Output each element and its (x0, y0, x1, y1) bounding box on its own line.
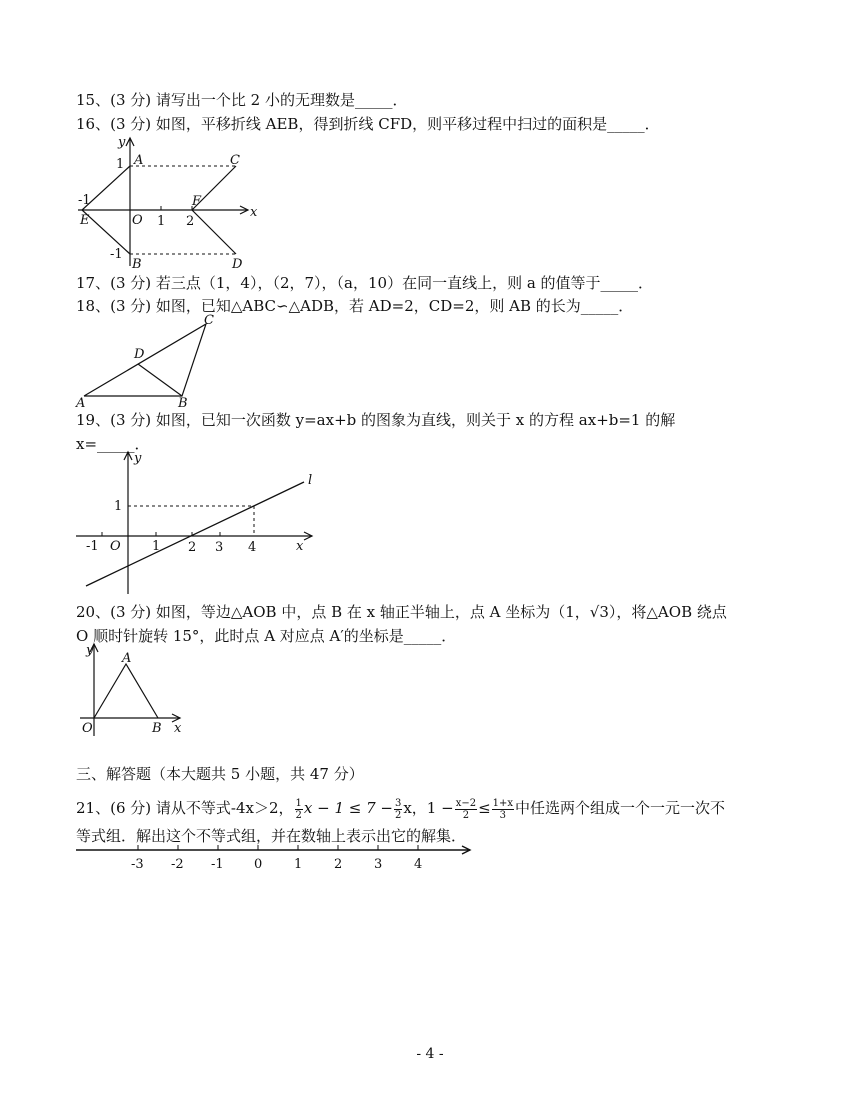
q21-ineq2-b: x，1 − (403, 799, 454, 817)
fig20-label-B: B (152, 721, 162, 736)
question-15: 15、(3 分) 请写出一个比 2 小的无理数是_____． (76, 91, 408, 109)
fig16-origin: O (132, 213, 143, 228)
fig16-x-label: x (250, 205, 258, 220)
fig19-origin: O (110, 539, 121, 554)
q21-frac-x2: $\frac{x-2}{2}$ (455, 797, 477, 821)
fig20-label-A: A (122, 651, 132, 666)
fig16-label-F: F (192, 194, 202, 209)
fig16-tick-1: 1 (116, 157, 125, 172)
section-3-heading: 三、解答题（本大题共 5 小题，共 47 分） (76, 765, 364, 783)
fig20-label-O: O (82, 721, 93, 736)
fig16-tick-neg1-x: -1 (78, 193, 91, 208)
fig16-label-E: E (80, 213, 90, 228)
question-21-line2: 等式组．解出这个不等式组，并在数轴上表示出它的解集． (76, 827, 467, 845)
numberline-label: -2 (171, 857, 184, 872)
fig19-tick-neg1: -1 (86, 539, 99, 554)
page-number: - 4 - (416, 1046, 444, 1062)
fig16-tick-x2: 2 (186, 214, 195, 229)
numberline-label: -1 (211, 857, 224, 872)
fig18-label-B: B (178, 396, 188, 408)
question-20-line2: O 顺时针旋转 15°，此时点 A 对应点 A′的坐标是_____． (76, 627, 457, 645)
fig19-tick-3: 3 (215, 540, 224, 555)
fig18-label-C: C (204, 313, 214, 328)
figure-18-triangles (72, 312, 222, 408)
numberline-label: 4 (414, 857, 423, 872)
numberline-label: 2 (334, 857, 343, 872)
fig19-tick-2: 2 (188, 540, 197, 555)
fig16-label-B: B (132, 257, 142, 270)
figure-20-equilateral-triangle (72, 640, 192, 740)
fig20-y-label: y (86, 643, 94, 658)
fig20-x-label: x (174, 721, 182, 736)
fig16-y-label: y (118, 135, 126, 150)
fig19-x-label: x (296, 539, 304, 554)
figure-19-linear-function (72, 446, 332, 596)
numberline-label: 0 (254, 857, 263, 872)
q21-frac-1x: $\frac{1+x}{3}$ (492, 797, 514, 821)
fig19-y-label: y (134, 451, 142, 466)
q21-suffix: 中任选两个组成一个一元一次不 (515, 799, 726, 817)
q21-frac-32: $\frac{3}{2}$ (394, 797, 402, 821)
question-21-line1 (76, 796, 725, 821)
question-18: 18、(3 分) 如图，已知△ABC∽△ADB，若 AD=2，CD=2，则 AB 的长为_____． (76, 297, 634, 315)
fig16-tick-neg1-y: -1 (110, 247, 123, 262)
fig18-label-A: A (76, 396, 86, 408)
fig16-label-A: A (134, 153, 144, 168)
fig18-label-D: D (134, 347, 145, 362)
question-17: 17、(3 分) 若三点（1，4），（2，7），（a，10）在同一直线上，则 a 的值等于_____． (76, 274, 654, 292)
numberline-label: 3 (374, 857, 383, 872)
fig19-y-tick-1: 1 (114, 499, 123, 514)
fig19-tick-4: 4 (248, 540, 257, 555)
question-19-line2: x=_____． (76, 435, 150, 453)
fig19-line-label: l (308, 473, 313, 488)
q21-frac-half: $\frac{1}{2}$ (295, 797, 302, 821)
question-20-line1: 20、(3 分) 如图，等边△AOB 中，点 B 在 x 轴正半轴上，点 A 坐标为（1，√3），将△AOB 绕点 (76, 603, 727, 621)
question-19-line1: 19、(3 分) 如图，已知一次函数 y=ax+b 的图象为直线，则关于 x 的方程 ax+b=1 的解 (76, 411, 676, 429)
fig19-tick-1: 1 (152, 539, 161, 554)
fig16-tick-x1: 1 (157, 214, 166, 229)
q21-leq: ≤ (478, 799, 491, 817)
fig16-label-C: C (230, 153, 240, 168)
question-16: 16、(3 分) 如图，平移折线 AEB，得到折线 CFD，则平移过程中扫过的面积是_____． (76, 115, 660, 133)
figure-16-translation (72, 128, 262, 270)
q21-prefix: 21、(6 分) 请从不等式-4x＞2， (76, 799, 294, 817)
q21-ineq2-a: x − 1 ≤ 7 − (303, 799, 393, 817)
number-line (72, 840, 482, 874)
numberline-label: -3 (131, 857, 144, 872)
numberline-label: 1 (294, 857, 303, 872)
fig16-label-D: D (232, 257, 243, 270)
